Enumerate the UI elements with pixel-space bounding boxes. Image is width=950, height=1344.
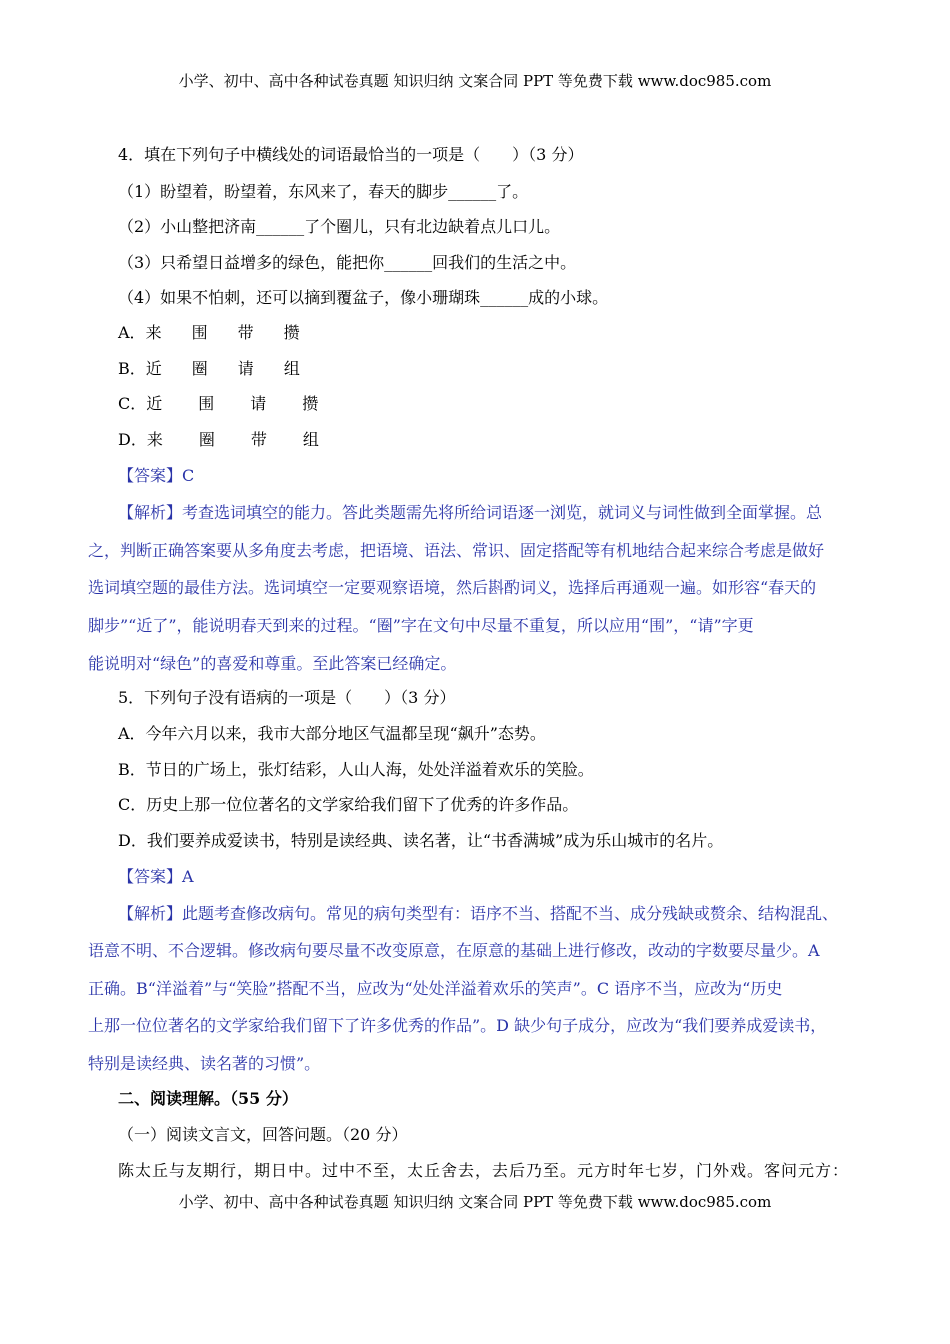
option-word: 带 [250,430,267,449]
q4-analysis-line-5: 能说明对“绿色”的喜爱和尊重。至此答案已经确定。 [88,654,457,673]
q5-answer: 【答案】A [118,867,194,886]
q5-stem: 5．下列句子没有语病的一项是（ ）（3 分） [118,688,456,707]
page-header: 小学、初中、高中各种试卷真题 知识归纳 文案合同 PPT 等免费下载 www.doc985.com [178,72,772,90]
q4-analysis-line-2: 之，判断正确答案要从多角度去考虑，把语境、语法、常识、固定搭配等有机地结合起来综合考虑是做好 [88,541,825,560]
option-word: 请 [237,359,254,378]
q4-stem: 4．填在下列句子中横线处的词语最恰当的一项是（ ）（3 分） [118,145,584,164]
option-word: 攒 [302,394,319,413]
option-word: 围 [198,394,215,413]
q4-analysis-line-1: 【解析】考查选词填空的能力。答此类题需先将所给词语逐一浏览，就词义与词性做到全面掌握。总 [118,503,823,522]
q5-option-a: A．今年六月以来，我市大部分地区气温都呈现“飙升”态势。 [118,724,546,743]
q4-sentence-2: （2）小山整把济南______了个圈儿，只有北边缺着点儿口儿。 [118,217,561,236]
option-word: 圈 [198,430,215,449]
option-word: 圈 [191,359,208,378]
option-word: 组 [283,359,300,378]
q4-option-c [118,394,898,414]
q4-answer: 【答案】C [118,466,195,485]
q5-analysis-line-3: 正确。B“洋溢着”与“笑脸”搭配不当，应改为“处处洋溢着欢乐的笑声”。C 语序不当，应改为“历史 [88,979,783,998]
q4-sentence-3: （3）只希望日益增多的绿色，能把你______回我们的生活之中。 [118,253,577,272]
q5-option-b: B．节日的广场上，张灯结彩，人山人海，处处洋溢着欢乐的笑脸。 [118,760,594,779]
q4-option-d [118,430,898,450]
option-word: 来 [146,430,163,449]
option-word: 近 [146,394,163,413]
classical-text-line-1: 陈太丘与友期行，期日中。过中不至，太丘舍去，去后乃至。元方时年七岁，门外戏。客问元方： [118,1161,850,1180]
q4-option-b [118,359,898,379]
option-word: 围 [191,323,208,342]
option-label: C． [118,394,147,413]
q5-analysis-line-4: 上那一位位著名的文学家给我们留下了许多优秀的作品”。D 缺少句子成分，应改为“我们要养成爱读书， [88,1016,827,1035]
q4-analysis-line-4: 脚步”“近了”，能说明春天到来的过程。“圈”字在文句中尽量不重复，所以应用“围”，“请”字更 [88,616,754,635]
q4-analysis-line-3: 选词填空题的最佳方法。选词填空一定要观察语境，然后斟酌词义，选择后再通观一遍。如形容“春天的 [88,578,817,597]
q5-option-d: D．我们要养成爱读书，特别是读经典、读名著，让“书香满城”成为乐山城市的名片。 [118,831,724,850]
q5-analysis-line-5: 特别是读经典、读名著的习惯”。 [88,1054,321,1073]
option-label: B． [118,359,146,378]
option-label: D． [118,430,147,449]
page-footer: 小学、初中、高中各种试卷真题 知识归纳 文案合同 PPT 等免费下载 www.doc985.com [178,1193,772,1211]
option-word: 组 [302,430,319,449]
q5-option-c: C．历史上那一位位著名的文学家给我们留下了优秀的许多作品。 [118,795,579,814]
option-label: A． [118,323,146,342]
q5-analysis-line-2: 语意不明、不合逻辑。修改病句要尽量不改变原意，在原意的基础上进行修改，改动的字数要尽量少。A [88,941,820,960]
q4-sentence-4: （4）如果不怕刺，还可以摘到覆盆子，像小珊瑚珠______成的小球。 [118,288,609,307]
section-2-title: 二、阅读理解。（55 分） [118,1089,298,1108]
q5-analysis-line-1: 【解析】此题考查修改病句。常见的病句类型有：语序不当、搭配不当、成分残缺或赘余、结构混乱、 [118,904,839,923]
option-word: 请 [250,394,267,413]
q4-sentence-1: （1）盼望着，盼望着，东风来了，春天的脚步______了。 [118,182,529,201]
option-word: 带 [237,323,254,342]
section-2-subtitle: （一）阅读文言文，回答问题。（20 分） [118,1125,408,1144]
q4-option-a [118,323,898,343]
option-word: 来 [145,323,162,342]
option-word: 攒 [283,323,300,342]
option-word: 近 [145,359,162,378]
